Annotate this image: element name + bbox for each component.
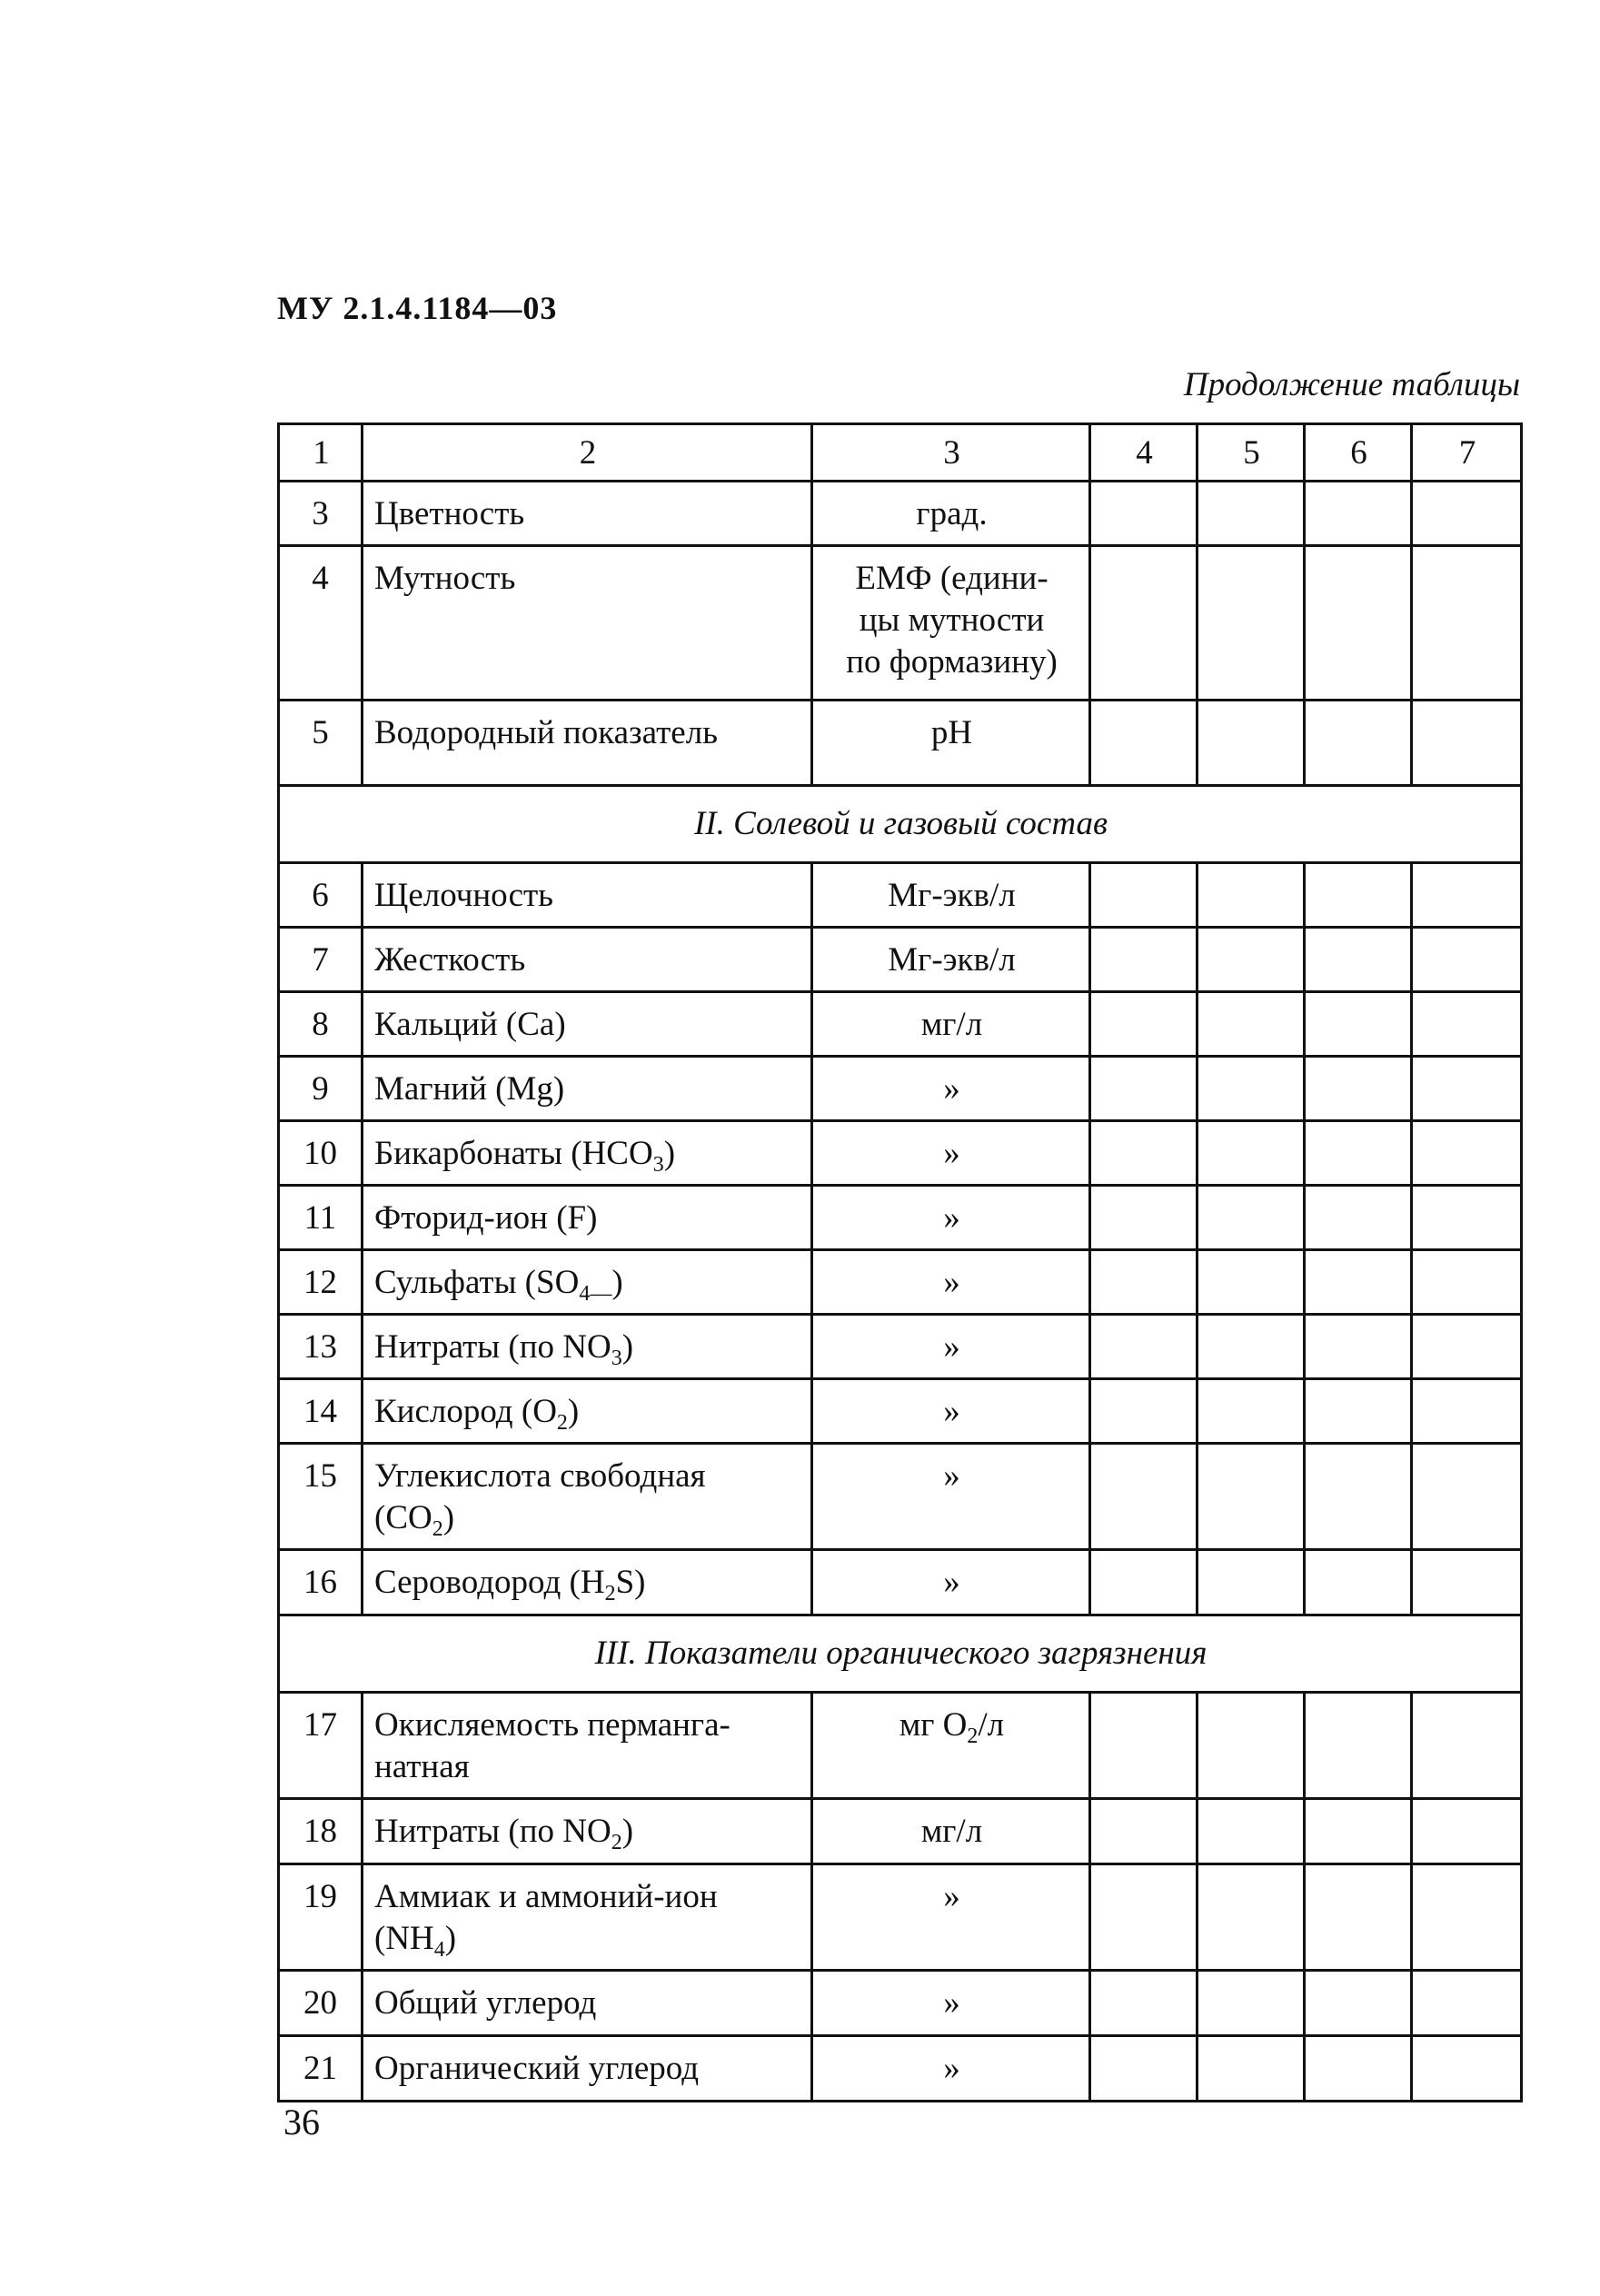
- indicator-name: Цветность: [363, 482, 812, 546]
- indicator-name: Мутность: [363, 546, 812, 701]
- indicator-name: Окисляемость перманга- натная: [363, 1693, 812, 1799]
- row-number: 5: [279, 701, 363, 786]
- empty-cell-col-4: [1090, 1444, 1198, 1550]
- empty-cell-col-7: [1412, 482, 1522, 546]
- row-number: 8: [279, 992, 363, 1057]
- empty-cell-col-5: [1198, 1379, 1305, 1444]
- unit-of-measure: »: [812, 1186, 1090, 1250]
- table-row: [279, 1693, 1522, 1799]
- section-row: [279, 786, 1522, 863]
- empty-cell-col-4: [1090, 1186, 1198, 1250]
- empty-cell-col-6: [1305, 928, 1412, 992]
- indicator-name: Магний (Mg): [363, 1057, 812, 1121]
- empty-cell-col-7: [1412, 1693, 1522, 1799]
- header-cell-7: 7: [1412, 424, 1522, 482]
- row-number: 14: [279, 1379, 363, 1444]
- empty-cell-col-6: [1305, 1250, 1412, 1315]
- row-number: 16: [279, 1550, 363, 1615]
- empty-cell-col-4: [1090, 992, 1198, 1057]
- empty-cell-col-7: [1412, 992, 1522, 1057]
- table-row: [279, 701, 1522, 786]
- table-row: [279, 2036, 1522, 2102]
- empty-cell-col-5: [1198, 928, 1305, 992]
- indicator-name: Водородный показатель: [363, 701, 812, 786]
- empty-cell-col-5: [1198, 1550, 1305, 1615]
- empty-cell-col-4: [1090, 1250, 1198, 1315]
- row-number: 10: [279, 1121, 363, 1186]
- indicator-name: Жесткость: [363, 928, 812, 992]
- empty-cell-col-4: [1090, 863, 1198, 928]
- empty-cell-col-5: [1198, 1250, 1305, 1315]
- table-row: [279, 1379, 1522, 1444]
- unit-of-measure: мг $O_2/л$: [812, 1693, 1090, 1799]
- row-number: 6: [279, 863, 363, 928]
- row-number: 20: [279, 1971, 363, 2036]
- row-number: 21: [279, 2036, 363, 2102]
- table-row: [279, 1186, 1522, 1250]
- empty-cell-col-5: [1198, 1186, 1305, 1250]
- row-number: 4: [279, 546, 363, 701]
- empty-cell-col-7: [1412, 863, 1522, 928]
- row-number: 15: [279, 1444, 363, 1550]
- empty-cell-col-5: [1198, 1315, 1305, 1379]
- empty-cell-col-7: [1412, 1444, 1522, 1550]
- row-number: 7: [279, 928, 363, 992]
- empty-cell-col-6: [1305, 2036, 1412, 2102]
- empty-cell-col-6: [1305, 1864, 1412, 1971]
- row-number: 18: [279, 1799, 363, 1864]
- empty-cell-col-4: [1090, 1315, 1198, 1379]
- row-number: 3: [279, 482, 363, 546]
- indicator-name: Щелочность: [363, 863, 812, 928]
- unit-of-measure: ЕМФ (едини- цы мутности по формазину): [812, 546, 1090, 701]
- unit-of-measure: »: [812, 1121, 1090, 1186]
- empty-cell-col-4: [1090, 701, 1198, 786]
- table-row: [279, 992, 1522, 1057]
- empty-cell-col-6: [1305, 701, 1412, 786]
- table-continuation-label: Продолжение таблицы: [1183, 366, 1520, 403]
- row-number: 11: [279, 1186, 363, 1250]
- section-title: III. Показатели органического загрязнения: [279, 1615, 1522, 1693]
- empty-cell-col-7: [1412, 1971, 1522, 2036]
- table-row: [279, 546, 1522, 701]
- indicator-name: Нитраты (по $NO_2$): [363, 1799, 812, 1864]
- unit-of-measure: »: [812, 1315, 1090, 1379]
- empty-cell-col-6: [1305, 1315, 1412, 1379]
- empty-cell-col-6: [1305, 992, 1412, 1057]
- empty-cell-col-4: [1090, 1057, 1198, 1121]
- empty-cell-col-6: [1305, 1121, 1412, 1186]
- unit-of-measure: »: [812, 1250, 1090, 1315]
- empty-cell-col-7: [1412, 1799, 1522, 1864]
- header-cell-4: 4: [1090, 424, 1198, 482]
- empty-cell-col-7: [1412, 1315, 1522, 1379]
- empty-cell-col-7: [1412, 546, 1522, 701]
- empty-cell-col-4: [1090, 1864, 1198, 1971]
- empty-cell-col-4: [1090, 1693, 1198, 1799]
- empty-cell-col-6: [1305, 863, 1412, 928]
- unit-of-measure: »: [812, 2036, 1090, 2102]
- indicator-name: Бикарбонаты $(НСО_3)$: [363, 1121, 812, 1186]
- indicator-name: Фторид-ион (F): [363, 1186, 812, 1250]
- unit-of-measure: »: [812, 1864, 1090, 1971]
- unit-of-measure: мг/л: [812, 992, 1090, 1057]
- empty-cell-col-4: [1090, 1550, 1198, 1615]
- empty-cell-col-4: [1090, 482, 1198, 546]
- indicator-name: Аммиак и аммоний-ион $(NH_4)$: [363, 1864, 812, 1971]
- empty-cell-col-7: [1412, 1550, 1522, 1615]
- empty-cell-col-4: [1090, 1971, 1198, 2036]
- unit-of-measure: »: [812, 1444, 1090, 1550]
- empty-cell-col-4: [1090, 1379, 1198, 1444]
- indicators-table: [277, 422, 1523, 2102]
- unit-of-measure: град.: [812, 482, 1090, 546]
- header-cell-1: 1: [279, 424, 363, 482]
- empty-cell-col-5: [1198, 1444, 1305, 1550]
- table-row: [279, 1057, 1522, 1121]
- unit-of-measure: »: [812, 1057, 1090, 1121]
- empty-cell-col-5: [1198, 1693, 1305, 1799]
- empty-cell-col-4: [1090, 546, 1198, 701]
- header-cell-5: 5: [1198, 424, 1305, 482]
- unit-of-measure: Мг-экв/л: [812, 928, 1090, 992]
- header-cell-2: 2: [363, 424, 812, 482]
- row-number: 17: [279, 1693, 363, 1799]
- empty-cell-col-5: [1198, 482, 1305, 546]
- row-number: 9: [279, 1057, 363, 1121]
- empty-cell-col-4: [1090, 1121, 1198, 1186]
- table-row: [279, 1315, 1522, 1379]
- indicator-name: Углекислота свободная $(CO_2)$: [363, 1444, 812, 1550]
- table-row: [279, 482, 1522, 546]
- empty-cell-col-6: [1305, 1693, 1412, 1799]
- page-number: 36: [283, 2102, 320, 2142]
- table-row: [279, 1864, 1522, 1971]
- indicator-name: Кислород $(O_2)$: [363, 1379, 812, 1444]
- indicator-name: Кальций (Са): [363, 992, 812, 1057]
- empty-cell-col-5: [1198, 701, 1305, 786]
- empty-cell-col-5: [1198, 1121, 1305, 1186]
- indicator-name: Органический углерод: [363, 2036, 812, 2102]
- empty-cell-col-6: [1305, 1550, 1412, 1615]
- empty-cell-col-4: [1090, 928, 1198, 992]
- table-row: [279, 1550, 1522, 1615]
- empty-cell-col-6: [1305, 1379, 1412, 1444]
- unit-of-measure: мг/л: [812, 1799, 1090, 1864]
- empty-cell-col-7: [1412, 928, 1522, 992]
- empty-cell-col-6: [1305, 1799, 1412, 1864]
- section-row: [279, 1615, 1522, 1693]
- empty-cell-col-5: [1198, 992, 1305, 1057]
- empty-cell-col-7: [1412, 701, 1522, 786]
- empty-cell-col-6: [1305, 482, 1412, 546]
- empty-cell-col-5: [1198, 546, 1305, 701]
- empty-cell-col-6: [1305, 1186, 1412, 1250]
- unit-of-measure: »: [812, 1379, 1090, 1444]
- empty-cell-col-7: [1412, 1057, 1522, 1121]
- empty-cell-col-6: [1305, 1971, 1412, 2036]
- table-row: [279, 1444, 1522, 1550]
- empty-cell-col-7: [1412, 1121, 1522, 1186]
- row-number: 19: [279, 1864, 363, 1971]
- empty-cell-col-7: [1412, 1864, 1522, 1971]
- indicator-name: Нитраты (по $NO_3$): [363, 1315, 812, 1379]
- unit-of-measure: »: [812, 1971, 1090, 2036]
- table-row: [279, 863, 1522, 928]
- header-cell-3: 3: [812, 424, 1090, 482]
- indicator-name: Сульфаты $(SO_{4—})$: [363, 1250, 812, 1315]
- empty-cell-col-6: [1305, 1057, 1412, 1121]
- table-row: [279, 1250, 1522, 1315]
- empty-cell-col-6: [1305, 546, 1412, 701]
- empty-cell-col-5: [1198, 1057, 1305, 1121]
- empty-cell-col-5: [1198, 1971, 1305, 2036]
- empty-cell-col-7: [1412, 2036, 1522, 2102]
- empty-cell-col-5: [1198, 1799, 1305, 1864]
- row-number: 12: [279, 1250, 363, 1315]
- unit-of-measure: Мг-экв/л: [812, 863, 1090, 928]
- indicator-name: Общий углерод: [363, 1971, 812, 2036]
- empty-cell-col-7: [1412, 1250, 1522, 1315]
- empty-cell-col-5: [1198, 2036, 1305, 2102]
- header-cell-6: 6: [1305, 424, 1412, 482]
- table-body: [279, 424, 1522, 2102]
- empty-cell-col-5: [1198, 863, 1305, 928]
- table-row: [279, 928, 1522, 992]
- table-row: [279, 1971, 1522, 2036]
- empty-cell-col-6: [1305, 1444, 1412, 1550]
- table-row: [279, 1121, 1522, 1186]
- unit-of-measure: pH: [812, 701, 1090, 786]
- unit-of-measure: »: [812, 1550, 1090, 1615]
- table-row: [279, 1799, 1522, 1864]
- document-code: МУ 2.1.4.1184—03: [277, 290, 558, 326]
- empty-cell-col-7: [1412, 1379, 1522, 1444]
- row-number: 13: [279, 1315, 363, 1379]
- empty-cell-col-7: [1412, 1186, 1522, 1250]
- header-row: [279, 424, 1522, 482]
- empty-cell-col-4: [1090, 1799, 1198, 1864]
- section-title: II. Солевой и газовый состав: [279, 786, 1522, 863]
- indicator-name: Сероводород $(H_2S)$: [363, 1550, 812, 1615]
- empty-cell-col-4: [1090, 2036, 1198, 2102]
- empty-cell-col-5: [1198, 1864, 1305, 1971]
